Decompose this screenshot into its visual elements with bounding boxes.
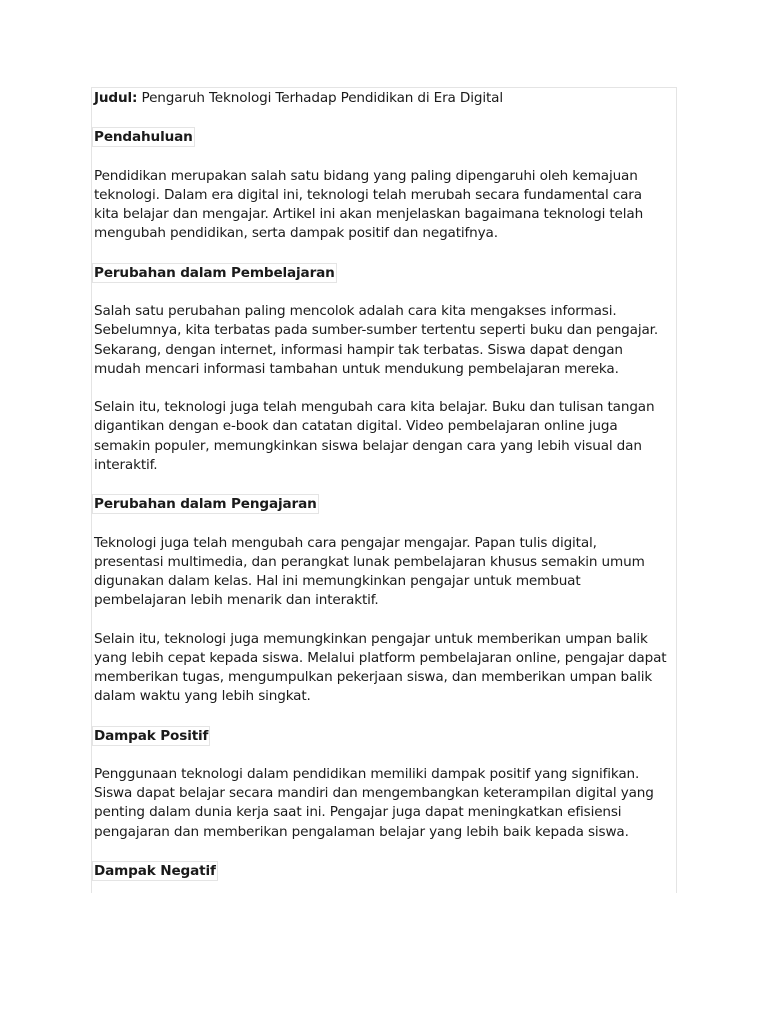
title-label: Judul: bbox=[94, 90, 138, 106]
title-text: Pengaruh Teknologi Terhadap Pendidikan di Era Digital bbox=[137, 90, 503, 106]
paragraph-pengajaran-1: Teknologi juga telah mengubah cara pengajar mengajar. Papan tulis digital, presentasi multimedia, dan perangkat lunak pembelajaran khusus semakin umum digunakan dalam kelas. Hal ini memungkinkan pengajar untuk membuat pembelajaran lebih menarik dan interaktif. bbox=[94, 534, 645, 609]
section-pendahuluan bbox=[94, 127, 678, 147]
section-heading-negatif: Dampak Negatif bbox=[94, 862, 216, 879]
paragraph-pendahuluan-1: Pendidikan merupakan salah satu bidang yang paling dipengaruhi oleh kemajuan teknologi. Dalam era digital ini, teknologi telah merubah secara fundamental cara kita belajar dan mengajar. Artikel ini akan menjelaskan bagaimana teknologi telah mengubah pendidikan, serta dampak positif dan negatifnya. bbox=[94, 167, 644, 242]
paragraph-positif-1: Penggunaan teknologi dalam pendidikan memiliki dampak positif yang signifikan. Siswa dapat belajar secara mandiri dan mengembangkan keterampilan digital yang penting dalam dunia kerja saat ini. Pengajar juga dapat meningkatkan efisiensi pengajaran dan memberikan pengalaman belajar yang lebih baik kepada siswa. bbox=[94, 765, 654, 840]
paragraph-pengajaran-2: Selain itu, teknologi juga memungkinkan pengajar untuk memberikan umpan balik yang lebih cepat kepada siswa. Melalui platform pembelajaran online, pengajar dapat memberikan tugas, mengumpulkan pekerjaan siswa, dan memberikan umpan balik dalam waktu yang lebih singkat. bbox=[94, 630, 667, 705]
section-heading-positif: Dampak Positif bbox=[94, 727, 209, 744]
paragraph-pembelajaran-1: Salah satu perubahan paling mencolok adalah cara kita mengakses informasi. Sebelumnya, kita terbatas pada sumber-sumber tertentu seperti buku dan pengajar. Sekarang, dengan internet, informasi hampir tak terbatas. Siswa dapat dengan mudah mencari informasi tambahan untuk mendukung pembelajaran mereka. bbox=[94, 303, 659, 377]
section-pembelajaran bbox=[94, 263, 678, 283]
section-heading-pembelajaran: Perubahan dalam Pembelajaran bbox=[94, 264, 335, 281]
document-content bbox=[94, 89, 678, 900]
section-pengajaran bbox=[94, 494, 678, 514]
document-title bbox=[94, 89, 678, 108]
section-heading-pengajaran: Perubahan dalam Pengajaran bbox=[94, 496, 317, 513]
paragraph-pembelajaran-2: Selain itu, teknologi juga telah mengubah cara kita belajar. Buku dan tulisan tangan digantikan dengan e-book dan catatan digital. Video pembelajaran online juga semakin populer, memungkinkan siswa belajar dengan cara yang lebih visual dan interaktif. bbox=[94, 399, 655, 473]
section-positif bbox=[94, 726, 678, 746]
section-negatif bbox=[94, 861, 678, 881]
section-heading-pendahuluan: Pendahuluan bbox=[94, 129, 193, 146]
